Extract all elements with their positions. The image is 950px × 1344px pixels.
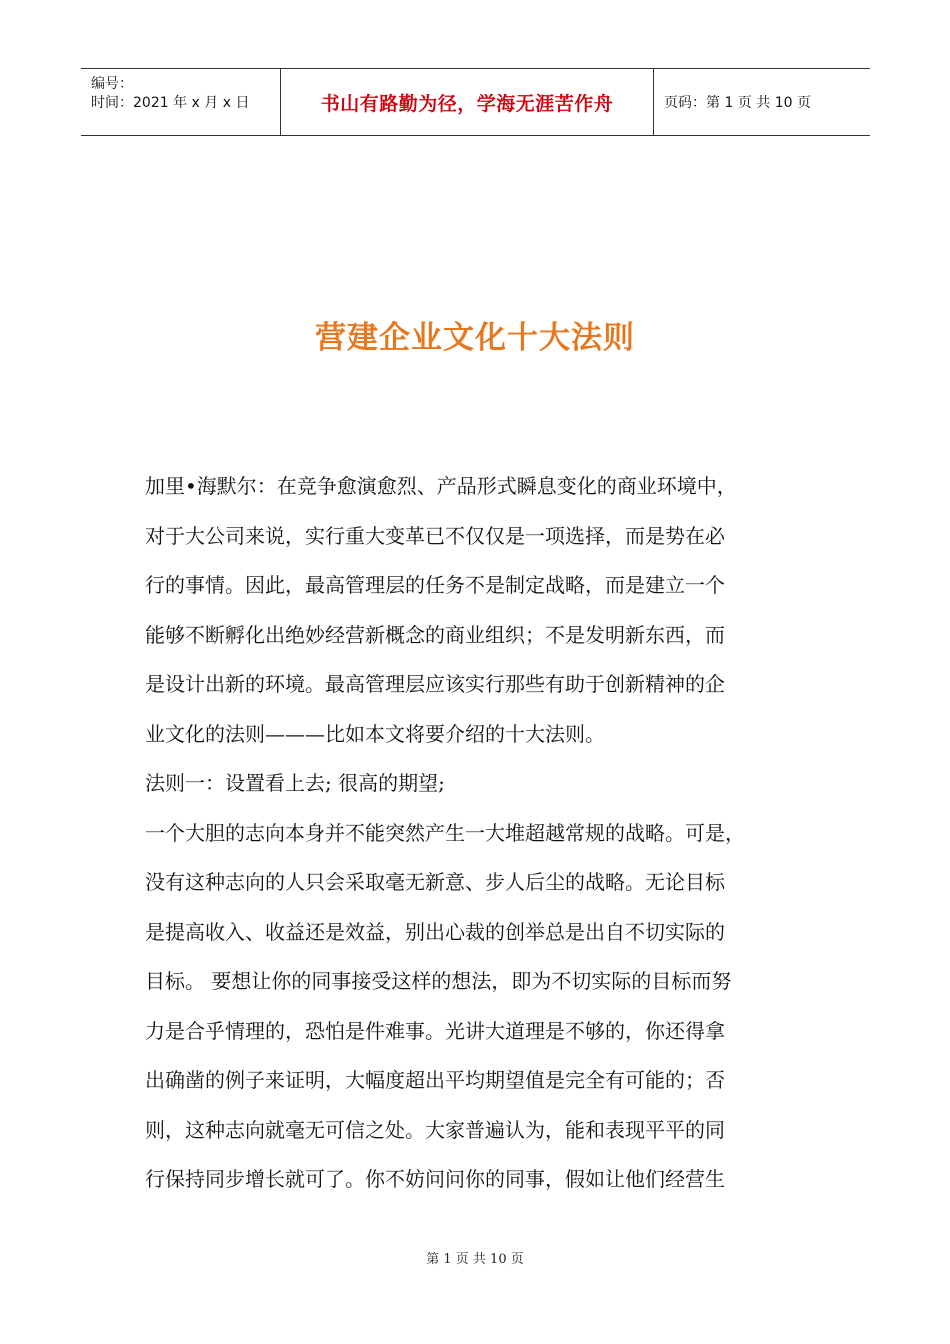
time-label: 时间：2021 年 x 月 x 日 [91,95,250,111]
number-label: 编号： [91,76,133,92]
document-title: 营建企业文化十大法则 [315,320,635,356]
body-line: 能够不断孵化出绝妙经营新概念的商业组织；不是发明新东西，而 [145,622,725,647]
header-page-info: 页码：第 1 页 共 10 页 [664,95,811,111]
body-line: 没有这种志向的人只会采取毫无新意、步人后尘的战略。无论目标 [145,870,725,894]
body-line: 行保持同步增长就可了。你不妨问问你的同事，假如让他们经营生 [145,1167,725,1191]
body-line: 则，这种志向就毫无可信之处。大家普遍认为，能和表现平平的同 [145,1117,725,1142]
document-header [81,68,870,136]
body-line: 是设计出新的环境。最高管理层应该实行那些有助于创新精神的企 [145,672,725,696]
body-line: 出确凿的例子来证明，大幅度超出平均期望值是完全有可能的；否 [145,1068,725,1092]
body-line: 加里•海默尔：在竞争愈演愈烈、产品形式瞬息变化的商业环境中， [145,474,737,498]
body-line: 是提高收入、收益还是效益，别出心裁的创举总是出自不切实际的 [145,919,725,944]
body-line: 业文化的法则———比如本文将要介绍的十大法则。 [145,721,605,746]
body-line: 对于大公司来说，实行重大变革已不仅仅是一项选择，而是势在必 [145,523,725,548]
page-footer: 第 1 页 共 10 页 [426,1252,524,1267]
body-line: 行的事情。因此，最高管理层的任务不是制定战略，而是建立一个 [145,573,725,597]
header-meta [81,69,281,135]
body-line: 一个大胆的志向本身并不能突然产生一大堆超越常规的战略。可是， [145,820,745,845]
rule-heading: 法则一：设置看上去; 很高的期望; [145,771,445,795]
body-line: 力是合乎情理的，恐怕是件难事。光讲大道理是不够的，你还得拿 [145,1018,725,1043]
body-line: 目标。 要想让你的同事接受这样的想法，即为不切实际的目标而努 [145,969,732,993]
header-motto: 书山有路勤为径，学海无涯苦作舟 [281,69,654,135]
document-body [145,462,813,1205]
